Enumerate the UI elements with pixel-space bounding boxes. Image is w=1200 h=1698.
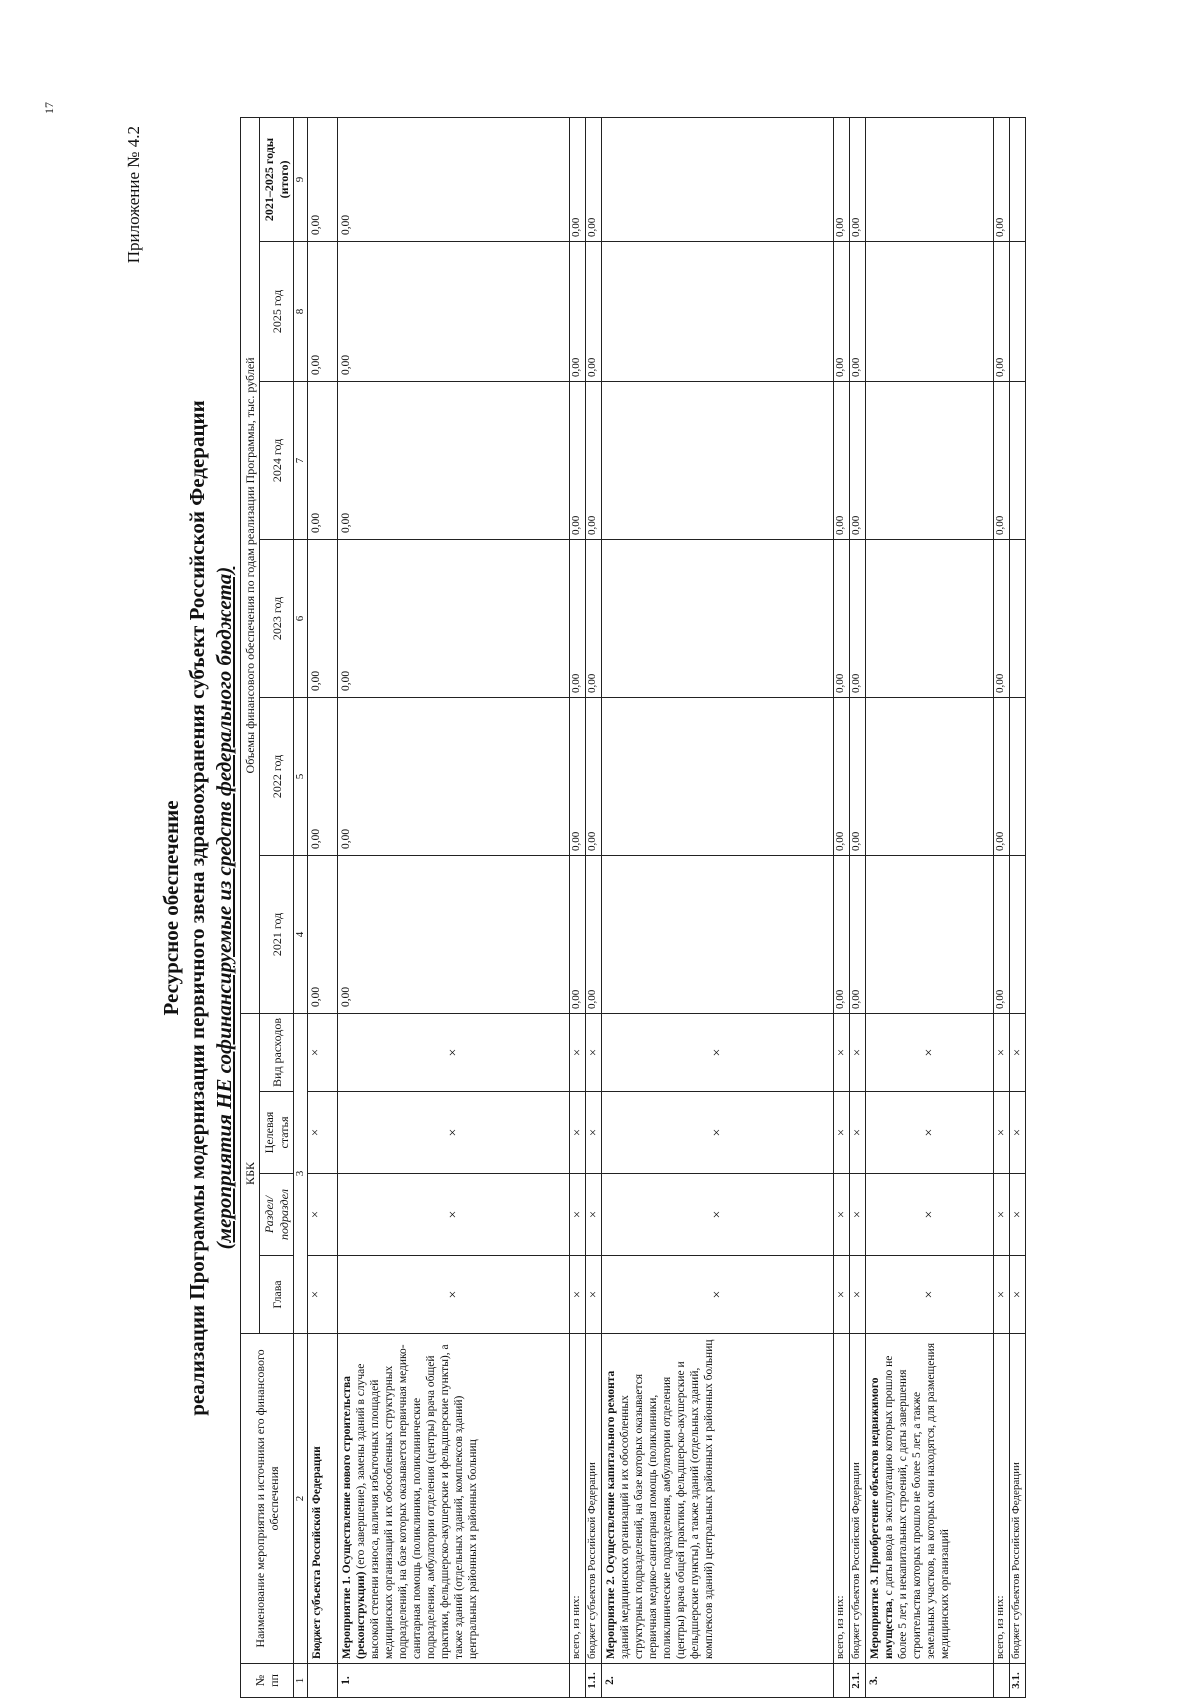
kbk-glava-cell: × [994,1256,1010,1334]
value-2022-cell [602,697,834,855]
value-total-cell: 0,00 [308,117,338,241]
header-2023: 2023 год [260,539,294,697]
header-total: 2021–2025 годы (итого) [260,117,294,241]
row-name [570,1334,586,1664]
kbk-razdel-cell: × [586,1174,602,1256]
value-2023-cell: 0,00 [850,539,866,697]
value-2021-cell: 0,00 [570,855,586,1013]
colnum-7: 7 [294,381,308,539]
header-vid: Вид расходов [260,1013,294,1091]
value-2024-cell [866,381,994,539]
value-2022-cell [866,697,994,855]
value-total-cell: 0,00 [850,117,866,241]
colnum-9: 9 [294,117,308,241]
title-line-3: (мероприятия НЕ софинансируемые из средств федерального бюджета) [211,566,236,1250]
row-name-text: зданий медицинских организаций и их обособленных структурных подразделений, на базе которых оказывается первичная медико-санитарная помощь (поликлиники, поликлинические подразделения, амбулатории отделения (центры) врача общей практики, фельдшерско-акушерские и фельдшерские пункты), а также зданий (отдельных зданий, комплексов зданий) центральных районных и районных больниц [619,1339,716,1659]
row-number: 3. [866,1664,994,1698]
row-name-bold: Мероприятие 2. Осуществление капитального ремонта [605,1370,618,1659]
kbk-vid-cell: × [338,1013,570,1091]
kbk-statya-cell: × [834,1092,850,1174]
value-2025-cell: 0,00 [570,241,586,381]
value-total-cell [1010,117,1026,241]
row-name [850,1334,866,1664]
resource-table [240,117,1026,1698]
kbk-vid-cell: × [308,1013,338,1091]
row-name [586,1334,602,1664]
kbk-glava-cell: × [1010,1256,1026,1334]
table-row [308,117,338,1697]
kbk-statya-cell: × [570,1092,586,1174]
title-line-1: Ресурсное обеспечение [159,800,183,1016]
value-2022-cell: 0,00 [850,697,866,855]
kbk-glava-cell: × [850,1256,866,1334]
row-name-text: всего, из них: [570,1595,583,1659]
value-2021-cell: 0,00 [586,855,602,1013]
value-2021-cell: 0,00 [994,855,1010,1013]
table-row [570,117,586,1697]
value-2024-cell: 0,00 [850,381,866,539]
value-2024-cell [1010,381,1026,539]
row-name-bold: Бюджет субъекта Российской Федерации [311,1446,324,1659]
appendix-label: Приложение № 4.2 [124,126,143,264]
row-number: 1.1. [586,1664,602,1698]
header-2021: 2021 год [260,855,294,1013]
kbk-razdel-cell: × [602,1174,834,1256]
value-2025-cell: 0,00 [850,241,866,381]
header-volumes: Объемы финансового обеспечения по годам реализации Программы, тыс. рублей [241,117,260,1013]
value-2023-cell [866,539,994,697]
value-total-cell: 0,00 [570,117,586,241]
kbk-glava-cell: × [834,1256,850,1334]
table-row [338,117,570,1697]
row-number: 2. [602,1664,834,1698]
header-kbk: КБК [241,1013,260,1333]
value-2022-cell: 0,00 [308,697,338,855]
row-name [866,1334,994,1664]
row-name [994,1334,1010,1664]
kbk-razdel-cell: × [850,1174,866,1256]
value-2025-cell [602,241,834,381]
header-2025: 2025 год [260,241,294,381]
kbk-glava-cell: × [866,1256,994,1334]
value-2022-cell: 0,00 [834,697,850,855]
column-number-row [294,117,308,1697]
row-number [308,1664,338,1698]
kbk-razdel-cell: × [338,1174,570,1256]
row-name [602,1334,834,1664]
header-glava: Глава [260,1256,294,1334]
colnum-6: 6 [294,539,308,697]
kbk-razdel-cell: × [308,1174,338,1256]
value-2025-cell [1010,241,1026,381]
table-row [850,117,866,1697]
table-row [602,117,834,1697]
value-total-cell [866,117,994,241]
header-2022: 2022 год [260,697,294,855]
value-2023-cell: 0,00 [308,539,338,697]
row-number: 2.1. [850,1664,866,1698]
table-row [866,117,994,1697]
value-2025-cell [866,241,994,381]
row-number [994,1664,1010,1698]
row-name [338,1334,570,1664]
row-name-text: бюджет субъектов Российской Федерации [586,1462,599,1659]
page-number: 17 [42,102,56,114]
kbk-vid-cell: × [834,1013,850,1091]
value-2021-cell: 0,00 [834,855,850,1013]
value-2024-cell: 0,00 [994,381,1010,539]
kbk-razdel-cell: × [834,1174,850,1256]
header-num: № пп [241,1664,294,1698]
value-2023-cell [1010,539,1026,697]
value-2025-cell: 0,00 [586,241,602,381]
colnum-2: 2 [294,1334,308,1664]
value-2024-cell [602,381,834,539]
value-2021-cell [1010,855,1026,1013]
value-2024-cell: 0,00 [338,381,570,539]
kbk-vid-cell: × [866,1013,994,1091]
kbk-razdel-cell: × [994,1174,1010,1256]
document-heading [158,118,237,1698]
value-2021-cell: 0,00 [338,855,570,1013]
value-2023-cell: 0,00 [834,539,850,697]
value-2025-cell: 0,00 [994,241,1010,381]
kbk-statya-cell: × [308,1092,338,1174]
value-total-cell: 0,00 [994,117,1010,241]
value-2023-cell: 0,00 [570,539,586,697]
value-2024-cell: 0,00 [586,381,602,539]
table-row [1010,117,1026,1697]
kbk-vid-cell: × [570,1013,586,1091]
value-2022-cell [1010,697,1026,855]
value-2023-cell: 0,00 [338,539,570,697]
value-2021-cell [866,855,994,1013]
kbk-glava-cell: × [338,1256,570,1334]
row-number [570,1664,586,1698]
kbk-vid-cell: × [994,1013,1010,1091]
kbk-statya-cell: × [994,1092,1010,1174]
kbk-statya-cell: × [602,1092,834,1174]
value-2022-cell: 0,00 [570,697,586,855]
value-2023-cell: 0,00 [994,539,1010,697]
row-number: 3.1. [1010,1664,1026,1698]
table-row [834,117,850,1697]
value-total-cell: 0,00 [338,117,570,241]
title-line-2: реализации Программы модернизации первичного звена здравоохранения субъект Российской Федерации [185,400,210,1416]
kbk-statya-cell: × [1010,1092,1026,1174]
value-2021-cell: 0,00 [850,855,866,1013]
kbk-razdel-cell: × [570,1174,586,1256]
document-sheet [120,118,1050,1698]
value-2025-cell: 0,00 [308,241,338,381]
value-2022-cell: 0,00 [586,697,602,855]
kbk-glava-cell: × [586,1256,602,1334]
value-2025-cell: 0,00 [338,241,570,381]
colnum-3: 3 [294,1013,308,1333]
value-2024-cell: 0,00 [834,381,850,539]
row-name [308,1334,338,1664]
value-total-cell [602,117,834,241]
colnum-1: 1 [294,1664,308,1698]
table-row [586,117,602,1697]
value-total-cell: 0,00 [586,117,602,241]
row-name-text: бюджет субъектов Российской Федерации [1010,1462,1023,1659]
value-2022-cell: 0,00 [994,697,1010,855]
header-name: Наименование мероприятия и источники его финансового обеспечения [241,1334,294,1664]
kbk-statya-cell: × [866,1092,994,1174]
row-name-text: всего, из них: [994,1595,1007,1659]
kbk-vid-cell: × [586,1013,602,1091]
value-2021-cell [602,855,834,1013]
kbk-statya-cell: × [850,1092,866,1174]
header-razdel: Раздел/ подраздел [260,1174,294,1256]
value-2021-cell: 0,00 [308,855,338,1013]
row-name-text: , с даты ввода в эксплуатацию которых прошло не более 5 лет, и некапитальных строений, с даты завершения строительства которых прошло не более 5 лет, а также земельных участков, на которых они находятся, для размещения медицинских организаций [883,1343,952,1659]
value-2024-cell: 0,00 [308,381,338,539]
value-2023-cell [602,539,834,697]
colnum-4: 4 [294,855,308,1013]
header-2024: 2024 год [260,381,294,539]
kbk-statya-cell: × [338,1092,570,1174]
kbk-glava-cell: × [308,1256,338,1334]
value-2022-cell: 0,00 [338,697,570,855]
table-row [994,117,1010,1697]
row-name-text: бюджет субъектов Российской Федерации [850,1462,863,1659]
value-total-cell: 0,00 [834,117,850,241]
row-number: 1. [338,1664,570,1698]
kbk-vid-cell: × [850,1013,866,1091]
kbk-vid-cell: × [1010,1013,1026,1091]
colnum-8: 8 [294,241,308,381]
colnum-5: 5 [294,697,308,855]
value-2023-cell: 0,00 [586,539,602,697]
row-name-text: (его завершение), замены зданий в случае высокой степени износа, наличия избыточных площадей медицинских организаций и их обособленных структурных подразделений, на базе которых оказывается первичная медико-санитарная помощь (поликлиники, поликлинические подразделения, амбулатории отделения (центры) врача общей практики, фельдшерско-акушерские и фельдшерские пункты), а также зданий (отдельных зданий, комплексов зданий) центральных районных и районных больниц [355,1344,480,1659]
value-2025-cell: 0,00 [834,241,850,381]
table-body [308,117,1026,1697]
kbk-statya-cell: × [586,1092,602,1174]
row-name-bold: Мероприятие 3. Приобретение объектов недвижимого имущества [869,1377,896,1659]
kbk-razdel-cell: × [866,1174,994,1256]
value-2024-cell: 0,00 [570,381,586,539]
header-statya: Целевая статья [260,1092,294,1174]
row-name-bold: Мероприятие 1. Осуществление нового строительства (реконструкции) [341,1376,368,1659]
kbk-glava-cell: × [570,1256,586,1334]
kbk-glava-cell: × [602,1256,834,1334]
row-name [834,1334,850,1664]
kbk-razdel-cell: × [1010,1174,1026,1256]
row-number [834,1664,850,1698]
kbk-vid-cell: × [602,1013,834,1091]
row-name [1010,1334,1026,1664]
row-name-text: всего, из них: [834,1595,847,1659]
